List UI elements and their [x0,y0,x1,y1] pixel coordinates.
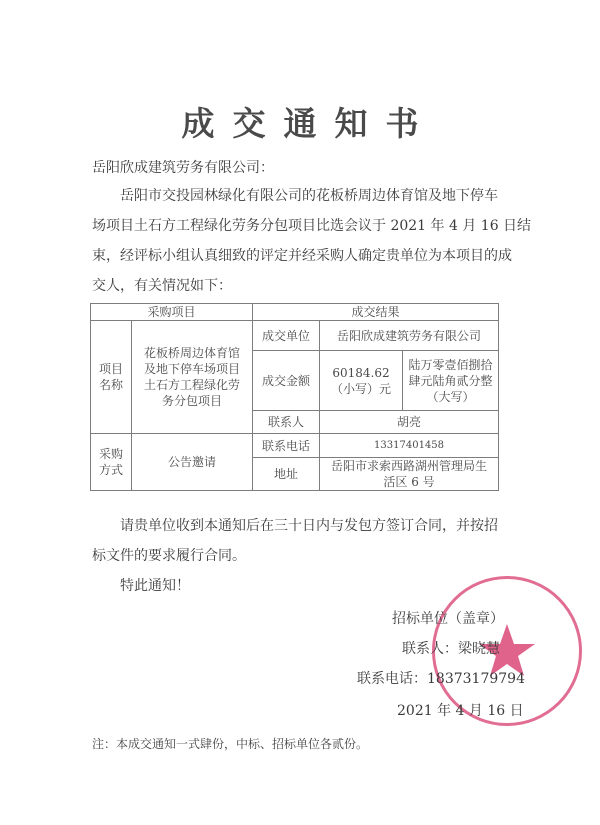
document-title: 成交通知书 [181,104,437,143]
intro-line-3: 束，经评标小组认真细致的评定并经采购人确定贵单位为本项目的成 [92,248,512,264]
address-label: 地址 [253,458,320,491]
procurement-method-value: 公告邀请 [132,434,253,491]
footnote: 注：本成交通知一式肆份，中标、招标单位各贰份。 [92,737,369,751]
winning-unit-value: 岳阳欣成建筑劳务有限公司 [320,321,499,351]
contact-value: 胡亮 [320,411,499,434]
contact-label: 联系人 [253,411,320,434]
issuer-phone: 联系电话：18373179794 [357,671,525,687]
project-name-value: 花板桥周边体育馆及地下停车场项目土石方工程绿化劳务分包项目 [132,321,253,434]
issuer-label: 招标单位（盖章） [392,611,504,627]
intro-line-2: 场项目土石方工程绿化劳务分包项目比选会议于 2021 年 4 月 16 日结 [92,218,532,234]
header-result: 成交结果 [253,304,499,321]
phone-label: 联系电话 [253,434,320,458]
closing-line-2: 标文件的要求履行合同。 [92,548,246,564]
project-name-label: 项目名称 [91,321,132,434]
result-table [90,303,499,491]
issuer-contact: 联系人：梁晓慧 [402,641,500,657]
amount-lower: 60184.62（小写）元 [320,351,403,411]
notice-text: 特此通知！ [120,578,190,594]
intro-line-4: 交人，有关情况如下： [92,278,232,294]
procurement-method-label: 采购方式 [91,434,132,491]
amount-label: 成交金额 [253,351,320,411]
phone-value: 13317401458 [320,434,499,458]
intro-line-1: 岳阳市交投园林绿化有限公司的花板桥周边体育馆及地下停车 [120,188,498,204]
issue-date: 2021 年 4 月 16 日 [397,703,524,719]
closing-line-1: 请贵单位收到本通知后在三十日内与发包方签订合同，并按招 [120,518,498,534]
amount-upper: 陆万零壹佰捌拾肆元陆角贰分整（大写） [403,351,499,411]
winning-unit-label: 成交单位 [253,321,320,351]
header-procurement-project: 采购项目 [91,304,253,321]
address-value: 岳阳市求索西路湖州管理局生活区 6 号 [320,458,499,491]
addressee: 岳阳欣成建筑劳务有限公司： [92,160,274,176]
